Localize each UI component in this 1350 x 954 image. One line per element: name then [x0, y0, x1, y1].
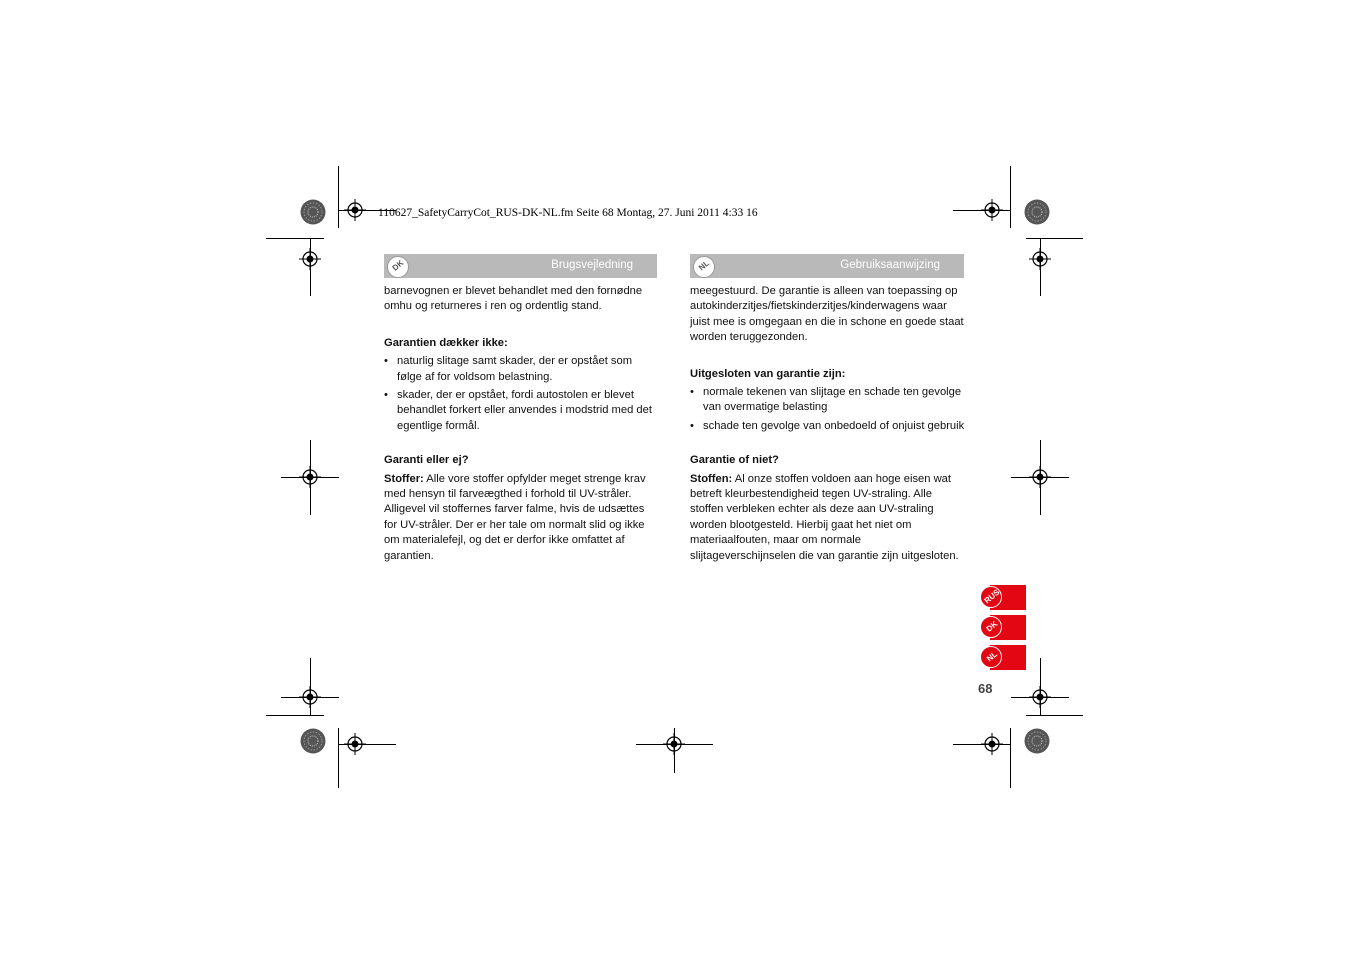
file-header: 110627_SafetyCarryCot_RUS-DK-NL.fm Seite 68 Montag, 27. Juni 2011 4:33 16 [378, 207, 758, 219]
language-badge-label: DK [390, 258, 406, 273]
registration-mark-icon [1029, 248, 1051, 270]
intro-paragraph: barnevognen er blevet behandlet med den fornødne omhu og returneres i ren og ordentlig stand. [384, 285, 643, 313]
list-item: • normale tekenen van slijtage en schade ten gevolge van overmatige belasting [690, 385, 965, 416]
paragraph-text: Al onze stoffen voldoen aan hoge eisen wat betreft kleurbestendigheid tegen UV-straling. Alle stoffen verbleken echter als deze aan UV-straling worden blootgesteld. Hierbij gaat het niet om materiaalfouten, maar om normale slijtageverschijnselen die van garantie zijn uitgesloten. [690, 472, 959, 562]
column-text-dk [384, 284, 659, 564]
list-item: • naturlig slitage samt skader, der er opstået som følge af for voldsom belastning. [384, 354, 659, 385]
bullet-list [384, 354, 659, 434]
tab-circle [980, 616, 1002, 638]
tab-circle [980, 646, 1002, 668]
column-header-nl [690, 254, 964, 278]
section-heading: Garanti eller ej? [384, 454, 469, 467]
language-badge [387, 256, 409, 278]
registration-mark-icon [981, 733, 1003, 755]
star-target-icon [1024, 199, 1050, 225]
registration-mark-icon [1029, 466, 1051, 488]
registration-mark-icon [344, 199, 366, 221]
star-target-icon [300, 728, 326, 754]
registration-mark-icon [663, 733, 685, 755]
list-item: • skader, der er opstået, fordi autostolen er blevet behandlet forkert eller anvendes i modstrid med det egentlige formål. [384, 388, 659, 434]
section-heading: Garantie of niet? [690, 454, 779, 467]
registration-mark-icon [299, 686, 321, 708]
star-target-icon [300, 199, 326, 225]
language-tab-rus [980, 585, 1026, 610]
registration-mark-icon [981, 199, 1003, 221]
tab-label: DK [984, 619, 1000, 634]
column-header-dk [384, 254, 657, 278]
column-header-title: Gebruiksaanwijzing [840, 259, 940, 271]
language-badge [693, 256, 715, 278]
language-badge-label: NL [697, 258, 711, 273]
section-heading: Uitgesloten van garantie zijn: [690, 367, 846, 380]
section-heading: Garantien dækker ikke: [384, 336, 508, 349]
registration-mark-icon [344, 733, 366, 755]
body-paragraph [690, 472, 965, 564]
tab-label: RUS [982, 587, 1002, 606]
intro-paragraph: meegestuurd. De garantie is alleen van toepassing op autokinderzitjes/fietskinderzitjes/kinderwagens waar juist mee is omgegaan en die in schone en goede staat worden teruggezonden. [690, 285, 964, 344]
bullet-list [690, 385, 965, 434]
tab-circle [980, 586, 1002, 608]
page-number: 68 [978, 681, 993, 696]
column-text-nl [690, 284, 965, 564]
column-header-title: Brugsvejledning [551, 259, 633, 271]
registration-mark-icon [299, 248, 321, 270]
tab-label: NL [985, 649, 999, 664]
star-target-icon [1024, 728, 1050, 754]
paragraph-text: Alle vore stoffer opfylder meget strenge krav med hensyn til farveægthed i forhold til UV-stråler. Alligevel vil stoffernes farver falme, hvis de udsættes for UV-stråler. Der er her tale om normalt slid og ikke om materialefejl, og det er derfor ikke omfattet af garantien. [384, 472, 646, 562]
list-item: • schade ten gevolge van onbedoeld of onjuist gebruik [690, 419, 965, 434]
paragraph-label: Stoffer: [384, 472, 424, 485]
language-tab-dk [980, 615, 1026, 640]
body-paragraph [384, 472, 659, 564]
language-tab-nl [980, 645, 1026, 670]
registration-mark-icon [1029, 686, 1051, 708]
registration-mark-icon [299, 466, 321, 488]
paragraph-label: Stoffen: [690, 472, 733, 485]
